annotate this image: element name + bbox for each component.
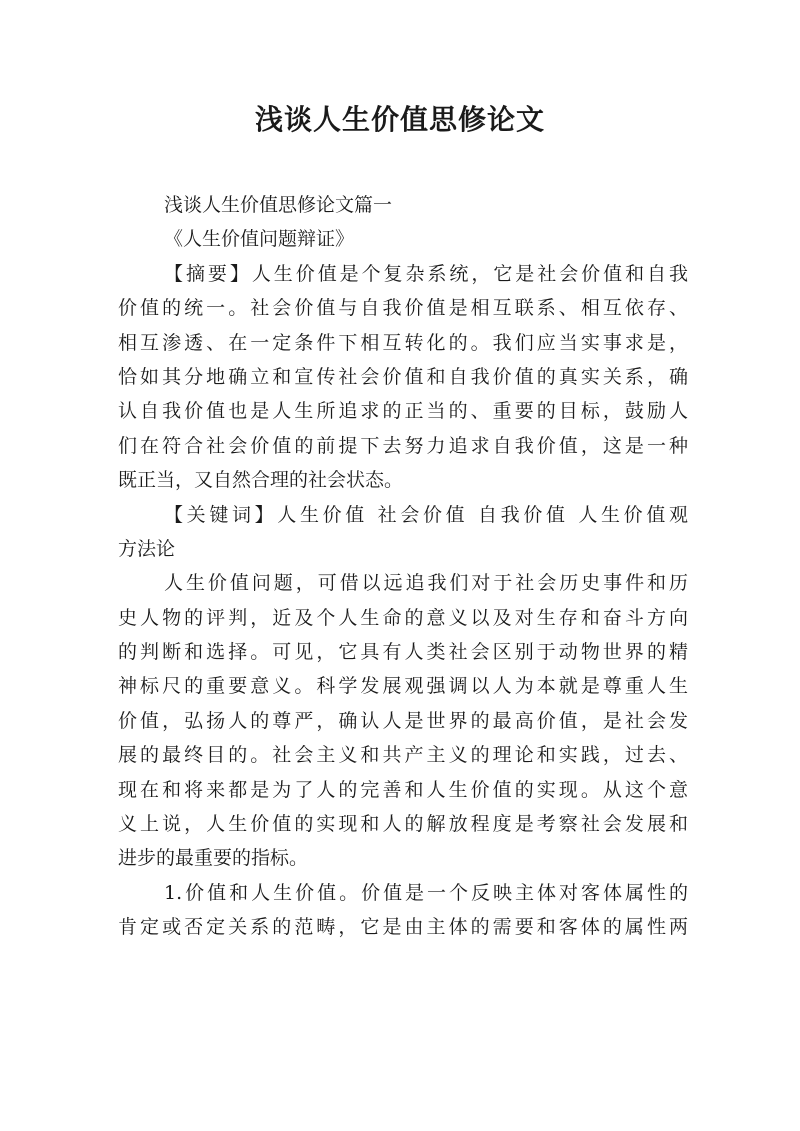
text-line: 神标尺的重要意义。科学发展观强调以人为本就是尊重人生 [118, 675, 688, 698]
text-line: 【摘要】人生价值是个复杂系统，它是社会价值和自我 [164, 262, 688, 285]
text-line: 们在符合社会价值的前提下去努力追求自我价值，这是一种 [118, 434, 688, 457]
text-line: 史人物的评判，近及个人生命的意义以及对生存和奋斗方向 [118, 606, 688, 629]
text-line: 1.价值和人生价值。价值是一个反映主体对客体属性的 [164, 881, 688, 904]
text-line: 的判断和选择。可见，它具有人类社会区别于动物世界的精 [118, 641, 688, 664]
text-line: 《人生价值问题辩证》 [164, 228, 355, 251]
text-line: 认自我价值也是人生所追求的正当的、重要的目标，鼓励人 [118, 400, 688, 423]
text-line: 浅谈人生价值思修论文篇一 [164, 194, 393, 216]
text-line: 进步的最重要的指标。 [118, 847, 309, 870]
text-line: 肯定或否定关系的范畴，它是由主体的需要和客体的属性两 [118, 916, 688, 939]
text-line: 展的最终目的。社会主义和共产主义的理论和实践，过去、 [118, 744, 688, 767]
text-line: 既正当，又自然合理的社会状态。 [118, 469, 404, 492]
text-line: 义上说，人生价值的实现和人的解放程度是考察社会发展和 [118, 813, 688, 836]
document-title: 浅谈人生价值思修论文 [254, 103, 545, 136]
text-line: 价值的统一。社会价值与自我价值是相互联系、相互依存、 [118, 297, 688, 320]
document-body [118, 188, 688, 945]
text-line: 【关键词】人生价值 社会价值 自我价值 人生价值观 [164, 503, 688, 526]
text-line: 现在和将来都是为了人的完善和人生价值的实现。从这个意 [118, 778, 688, 801]
text-line: 价值，弘扬人的尊严，确认人是世界的最高价值，是社会发 [118, 709, 688, 732]
text-line: 恰如其分地确立和宣传社会价值和自我价值的真实关系，确 [118, 365, 688, 388]
text-line: 人生价值问题，可借以远追我们对于社会历史事件和历 [164, 572, 688, 595]
text-line: 方法论 [118, 537, 176, 560]
text-line: 相互渗透、在一定条件下相互转化的。我们应当实事求是， [118, 331, 688, 354]
